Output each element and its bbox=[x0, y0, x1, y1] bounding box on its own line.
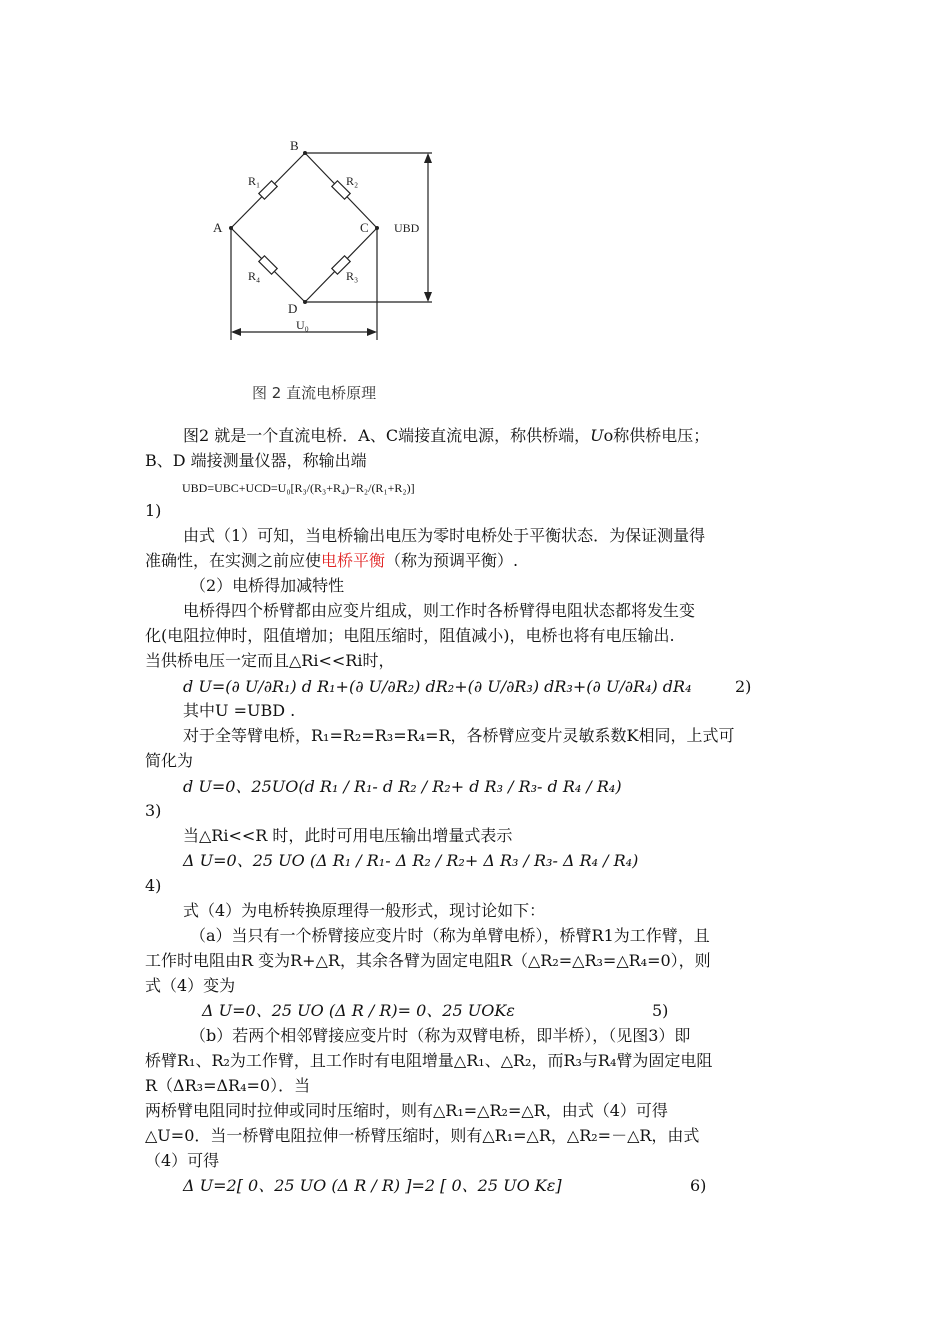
p5-line1: 对于全等臂电桥，R₁=R₂=R₃=R₄=R，各桥臂应变片灵敏系数K相同，上式可 bbox=[183, 726, 735, 745]
u0-arrow-left bbox=[231, 328, 241, 336]
p2-line2 bbox=[145, 550, 518, 572]
node-c-label: C bbox=[360, 220, 369, 235]
p3-line3: 当供桥电压一定而且△Ri<<Ri时， bbox=[145, 651, 395, 670]
p8-line1: （a）当只有一个桥臂接应变片时（称为单臂电桥），桥臂R1为工作臂，且 bbox=[190, 926, 710, 945]
eq2-text: d U=(∂ U/∂R₁) d R₁+(∂ U/∂R₂) dR₂+(∂ U/∂R₃) dR₃+(∂ U/∂R₄) dR₄ bbox=[183, 677, 692, 696]
p2-text-b: （称为预调平衡）. bbox=[385, 551, 519, 570]
eq4-number: 4) bbox=[145, 876, 162, 895]
eq1-number: 1) bbox=[145, 501, 162, 520]
eq4-text: Δ U=0、25 UO (Δ R₁ / R₁- Δ R₂ / R₂+ Δ R₃ / R₃- Δ R₄ / R₄) bbox=[183, 851, 639, 870]
node-a-dot bbox=[229, 226, 233, 230]
p9-line6: （4）可得 bbox=[145, 1151, 220, 1170]
eq6-number: 6) bbox=[690, 1176, 707, 1195]
p1-text-b: o称供桥电压； bbox=[603, 426, 710, 445]
u0-label: U₀ bbox=[296, 318, 309, 332]
bridge-circuit-svg bbox=[200, 130, 460, 350]
eq5-text: Δ U=0、25 UO (Δ R / R)= 0、25 UOKε bbox=[202, 1001, 515, 1020]
r1-label: R₁ bbox=[248, 174, 261, 188]
p2-link-bridge-balance[interactable]: 电桥平衡 bbox=[321, 551, 386, 570]
eq3-number: 3) bbox=[145, 801, 162, 820]
p8-line3: 式（4）变为 bbox=[145, 976, 236, 995]
eq1-text: UBD=UBC+UCD=U₀[R₃/(R₃+R₄)−R₂/(R₁+R₂)] bbox=[182, 481, 415, 495]
node-b-dot bbox=[303, 151, 307, 155]
node-b-label: B bbox=[290, 138, 299, 153]
r4-label: R₄ bbox=[248, 269, 261, 283]
p9-line5: △U=0．当一桥臂电阻拉伸一桥臂压缩时，则有△R₁=△R，△R₂=－△R，由式 bbox=[145, 1126, 700, 1145]
p9-line1: （b）若两个相邻臂接应变片时（称为双臂电桥，即半桥），（见图3）即 bbox=[190, 1026, 691, 1045]
p8-line2: 工作时电阻由R 变为R+△R，其余各臂为固定电阻R（△R₂=△R₃=△R₄=0），则 bbox=[145, 951, 711, 970]
p2-text-a: 准确性，在实测之前应使 bbox=[145, 551, 322, 570]
eq2-number: 2) bbox=[735, 677, 752, 696]
ubd-label: UBD bbox=[394, 221, 420, 235]
ubd-arrow-down bbox=[424, 292, 432, 302]
r3-label: R₃ bbox=[346, 269, 359, 283]
p6-line: 当△Ri<<R 时，此时可用电压输出增量式表示 bbox=[183, 826, 513, 845]
p3-line2: 化(电阻拉伸时，阻值增加；电阻压缩时，阻值减小)，电桥也将有电压输出. bbox=[145, 626, 675, 645]
p1-text-a: 图2 就是一个直流电桥．A、C端接直流电源，称供桥端， bbox=[183, 426, 591, 445]
eq5-number: 5) bbox=[652, 1001, 669, 1020]
section-heading-2: （2）电桥得加减特性 bbox=[190, 576, 345, 595]
node-a-label: A bbox=[213, 220, 223, 235]
p9-line4: 两桥臂电阻同时拉伸或同时压缩时，则有△R₁=△R₂=△R，由式（4）可得 bbox=[145, 1101, 668, 1120]
node-c-dot bbox=[375, 226, 379, 230]
bridge-diagram bbox=[200, 130, 460, 350]
p1-u: U bbox=[590, 426, 604, 445]
eq3-text: d U=0、25UO(d R₁ / R₁- d R₂ / R₂+ d R₃ / R₃- d R₄ / R₄) bbox=[183, 777, 622, 796]
r2-label: R₂ bbox=[346, 174, 359, 188]
p1-line1 bbox=[183, 425, 709, 447]
p1-line2: B、D 端接测量仪器，称输出端 bbox=[145, 451, 367, 470]
node-d-dot bbox=[303, 300, 307, 304]
u0-arrow-right bbox=[367, 328, 377, 336]
p4-line: 其中U =UBD . bbox=[183, 701, 296, 720]
p7-line: 式（4）为电桥转换原理得一般形式，现讨论如下： bbox=[183, 901, 546, 920]
figure-caption: 图 2 直流电桥原理 bbox=[252, 384, 377, 402]
resistor-r1 bbox=[259, 181, 277, 199]
node-d-label: D bbox=[288, 301, 298, 316]
p5-line2: 简化为 bbox=[145, 751, 194, 770]
p2-line1: 由式（1）可知，当电桥输出电压为零时电桥处于平衡状态．为保证测量得 bbox=[183, 526, 706, 545]
p3-line1: 电桥得四个桥臂都由应变片组成，则工作时各桥臂得电阻状态都将发生变 bbox=[183, 601, 696, 620]
resistor-r4 bbox=[259, 256, 277, 274]
p9-line2: 桥臂R₁、R₂为工作臂，且工作时有电阻增量△R₁、△R₂，而R₃与R₄臂为固定电阻 bbox=[145, 1051, 713, 1070]
ubd-arrow-up bbox=[424, 153, 432, 163]
eq6-text: Δ U=2[ 0、25 UO (Δ R / R) ]=2 [ 0、25 UO Kε] bbox=[183, 1176, 562, 1195]
p9-line3: R（ΔR₃=ΔR₄=0）．当 bbox=[145, 1076, 311, 1095]
